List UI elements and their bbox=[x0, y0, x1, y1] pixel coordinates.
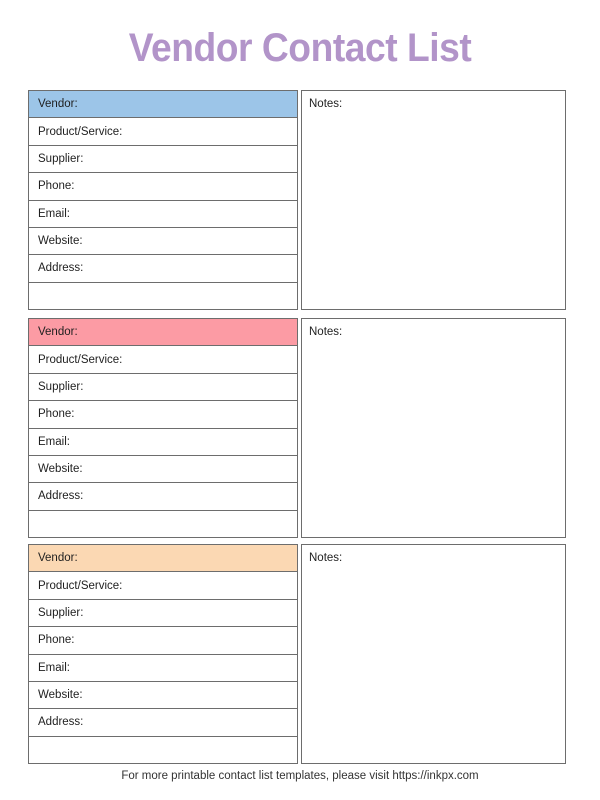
field-label: Address: bbox=[38, 716, 84, 729]
notes-box-3[interactable] bbox=[301, 544, 566, 764]
vendor-block-2 bbox=[28, 318, 566, 538]
field-label: Website: bbox=[38, 689, 83, 702]
field-label: Vendor: bbox=[38, 326, 78, 339]
field-label: Phone: bbox=[38, 408, 75, 421]
field-label: Email: bbox=[38, 207, 70, 220]
vendor-block-3 bbox=[28, 544, 566, 764]
field-row-blank-2[interactable] bbox=[29, 511, 297, 537]
notes-box-2[interactable] bbox=[301, 318, 566, 538]
notes-label: Notes: bbox=[309, 98, 343, 110]
field-row-website-3[interactable] bbox=[29, 682, 297, 709]
field-label: Product/Service: bbox=[38, 579, 123, 592]
vendor-fields-table-1 bbox=[28, 90, 298, 310]
field-row-website-1[interactable] bbox=[29, 228, 297, 255]
field-label: Supplier: bbox=[38, 380, 84, 393]
notes-box-1[interactable] bbox=[301, 90, 566, 310]
field-label: Vendor: bbox=[38, 552, 78, 565]
field-row-email-3[interactable] bbox=[29, 655, 297, 682]
field-row-website-2[interactable] bbox=[29, 456, 297, 483]
field-row-supplier-3[interactable] bbox=[29, 600, 297, 627]
page-title: Vendor Contact List bbox=[128, 26, 472, 70]
field-label: Email: bbox=[38, 435, 70, 448]
field-row-phone-1[interactable] bbox=[29, 173, 297, 200]
vendor-fields-table-3 bbox=[28, 544, 298, 764]
field-row-address-2[interactable] bbox=[29, 483, 297, 510]
field-row-vendor-3[interactable] bbox=[29, 545, 297, 572]
field-label: Address: bbox=[38, 490, 84, 503]
field-label: Phone: bbox=[38, 180, 75, 193]
field-row-email-1[interactable] bbox=[29, 201, 297, 228]
notes-label: Notes: bbox=[309, 326, 343, 338]
field-row-phone-2[interactable] bbox=[29, 401, 297, 428]
field-row-supplier-2[interactable] bbox=[29, 374, 297, 401]
field-label: Supplier: bbox=[38, 606, 84, 619]
notes-label: Notes: bbox=[309, 552, 343, 564]
field-row-product-service-3[interactable] bbox=[29, 572, 297, 599]
field-label: Product/Service: bbox=[38, 353, 123, 366]
field-label: Phone: bbox=[38, 634, 75, 647]
field-row-product-service-1[interactable] bbox=[29, 118, 297, 145]
field-row-email-2[interactable] bbox=[29, 429, 297, 456]
field-label: Supplier: bbox=[38, 152, 84, 165]
footer-note: For more printable contact list templates, please visit https://inkpx.com bbox=[121, 770, 479, 782]
field-label: Website: bbox=[38, 463, 83, 476]
field-label: Email: bbox=[38, 661, 70, 674]
field-label: Website: bbox=[38, 235, 83, 248]
field-label: Vendor: bbox=[38, 98, 78, 111]
vendor-block-1 bbox=[28, 90, 566, 310]
field-row-product-service-2[interactable] bbox=[29, 346, 297, 373]
field-row-phone-3[interactable] bbox=[29, 627, 297, 654]
vendor-fields-table-2 bbox=[28, 318, 298, 538]
field-row-blank-1[interactable] bbox=[29, 283, 297, 309]
field-label: Product/Service: bbox=[38, 125, 123, 138]
field-row-vendor-2[interactable] bbox=[29, 319, 297, 346]
field-row-address-1[interactable] bbox=[29, 255, 297, 282]
field-row-address-3[interactable] bbox=[29, 709, 297, 736]
field-row-supplier-1[interactable] bbox=[29, 146, 297, 173]
field-row-blank-3[interactable] bbox=[29, 737, 297, 763]
field-label: Address: bbox=[38, 262, 84, 275]
field-row-vendor-1[interactable] bbox=[29, 91, 297, 118]
